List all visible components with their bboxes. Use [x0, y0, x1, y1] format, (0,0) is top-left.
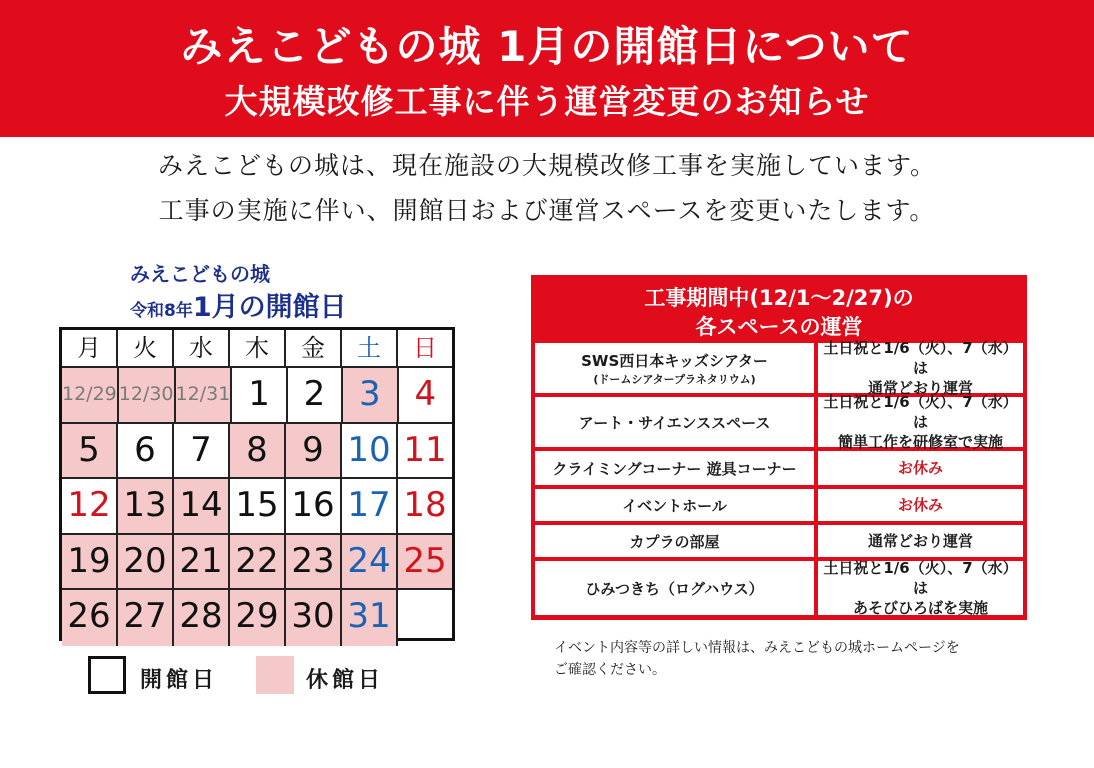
space-status-line-2: 通常どおり運営 [867, 379, 973, 397]
calendar-day: 31 [342, 590, 398, 646]
operations-row [535, 525, 1023, 557]
operations-table [531, 275, 1027, 620]
calendar-day: 3 [343, 368, 398, 424]
calendar-day: 12 [62, 479, 118, 535]
calendar-day: 10 [342, 424, 398, 480]
space-status-line-1: 土日祝と1/6（火）、7（水）は [823, 339, 1018, 377]
calendar-day: 29 [230, 590, 286, 646]
weekday-sun: 日 [398, 330, 452, 368]
legend-closed-label: 休館日 [306, 668, 385, 693]
legend-open-label: 開館日 [140, 668, 219, 693]
space-status-line-1: 土日祝と1/6（火）、7（水）は [823, 559, 1018, 597]
space-status [818, 489, 1023, 521]
calendar-day-prev: 12/31 [176, 368, 233, 424]
legend-closed-swatch [256, 656, 294, 694]
footnote-line-1: イベント内容等の詳しい情報は、みえこどもの城ホームページを [554, 640, 960, 656]
space-name [535, 343, 814, 393]
footnote [554, 637, 960, 681]
calendar-day: 6 [118, 424, 174, 480]
calendar-day: 18 [398, 479, 452, 535]
space-status [818, 451, 1023, 485]
calendar-day: 9 [286, 424, 342, 480]
calendar-day: 30 [286, 590, 342, 646]
weekday-wed: 水 [174, 330, 230, 368]
calendar-day: 5 [62, 424, 118, 480]
calendar-grid [62, 368, 452, 646]
operations-heading-line-1: 工事期間中(12/1～2/27)の [644, 286, 914, 310]
space-status-line-2: 簡単工作を研修室で実施 [837, 433, 1003, 451]
calendar-day: 2 [288, 368, 343, 424]
space-status-line-1: 土日祝と1/6（火）、7（水）は [823, 393, 1018, 431]
calendar-day-empty [398, 590, 452, 646]
space-status-open: 通常どおり運営 [867, 532, 973, 550]
space-name [535, 451, 814, 485]
space-name-main: アート・サイエンススペース [578, 413, 771, 432]
calendar-day: 19 [62, 535, 118, 591]
legend-open-swatch [88, 656, 126, 694]
space-name-main: クライミングコーナー 遊具コーナー [552, 459, 797, 478]
calendar-weekday-header [62, 330, 452, 368]
space-name [535, 397, 814, 447]
calendar-day: 25 [398, 535, 452, 591]
operations-table-heading [531, 275, 1027, 341]
operations-row [535, 393, 1023, 451]
intro-line-2: 工事の実施に伴い、開館日および運営スペースを変更いたします。 [158, 196, 936, 225]
intro-line-1: みえこどもの城は、現在施設の大規模改修工事を実施しています。 [157, 151, 936, 180]
calendar-day: 17 [342, 479, 398, 535]
calendar-day-prev: 12/30 [119, 368, 176, 424]
space-status-closed: お休み [897, 496, 943, 514]
space-status [818, 525, 1023, 557]
banner-title: みえこどもの城 1月の開館日について [180, 22, 914, 71]
space-name-main: ひみつきち（ログハウス） [585, 579, 764, 598]
calendar-day: 22 [230, 535, 286, 591]
space-name-main: SWS西日本キッズシアター [581, 351, 768, 370]
calendar-day: 8 [230, 424, 286, 480]
header-banner [0, 0, 1094, 137]
space-status [818, 339, 1023, 397]
operations-row [535, 451, 1023, 485]
calendar-day: 20 [118, 535, 174, 591]
calendar-day: 1 [232, 368, 287, 424]
calendar-title-facility: みえこどもの城 [130, 262, 270, 286]
calendar-day: 21 [174, 535, 230, 591]
space-name-main: イベントホール [622, 496, 727, 515]
calendar-day: 7 [174, 424, 230, 480]
calendar-title-era: 令和8年 [130, 301, 193, 321]
calendar-week [62, 368, 452, 424]
calendar-day: 28 [174, 590, 230, 646]
calendar-day: 13 [118, 479, 174, 535]
space-name-main: カプラの部屋 [629, 532, 720, 551]
space-name [535, 489, 814, 521]
calendar-day: 23 [286, 535, 342, 591]
calendar-day: 16 [286, 479, 342, 535]
operations-row [535, 489, 1023, 521]
calendar [59, 327, 455, 641]
operations-row [535, 561, 1023, 615]
space-name-sub: (ドームシアタープラネタリウム) [593, 372, 756, 386]
space-status [818, 393, 1023, 451]
calendar-day: 11 [398, 424, 452, 480]
calendar-title [130, 285, 347, 324]
weekday-tue: 火 [118, 330, 174, 368]
calendar-title-main: 1月の開館日 [192, 292, 347, 323]
operations-heading-line-2: 各スペースの運営 [695, 315, 863, 339]
footnote-line-2: ご確認ください。 [554, 662, 666, 678]
space-status [818, 561, 1023, 615]
calendar-week [62, 479, 452, 535]
space-status-line-2: あそびひろばを実施 [852, 599, 988, 617]
weekday-thu: 木 [230, 330, 286, 368]
space-status-closed: お休み [897, 459, 943, 477]
calendar-day-prev: 12/29 [62, 368, 119, 424]
space-name [535, 561, 814, 615]
weekday-mon: 月 [62, 330, 118, 368]
calendar-day: 24 [342, 535, 398, 591]
weekday-fri: 金 [286, 330, 342, 368]
calendar-week [62, 424, 452, 480]
weekday-sat: 土 [342, 330, 398, 368]
calendar-day: 4 [399, 368, 452, 424]
calendar-day: 14 [174, 479, 230, 535]
calendar-week [62, 590, 452, 646]
calendar-day: 26 [62, 590, 118, 646]
calendar-day: 15 [230, 479, 286, 535]
space-name [535, 525, 814, 557]
banner-subtitle: 大規模改修工事に伴う運営変更のお知らせ [224, 82, 870, 121]
calendar-week [62, 535, 452, 591]
calendar-day: 27 [118, 590, 174, 646]
operations-row [535, 339, 1023, 397]
